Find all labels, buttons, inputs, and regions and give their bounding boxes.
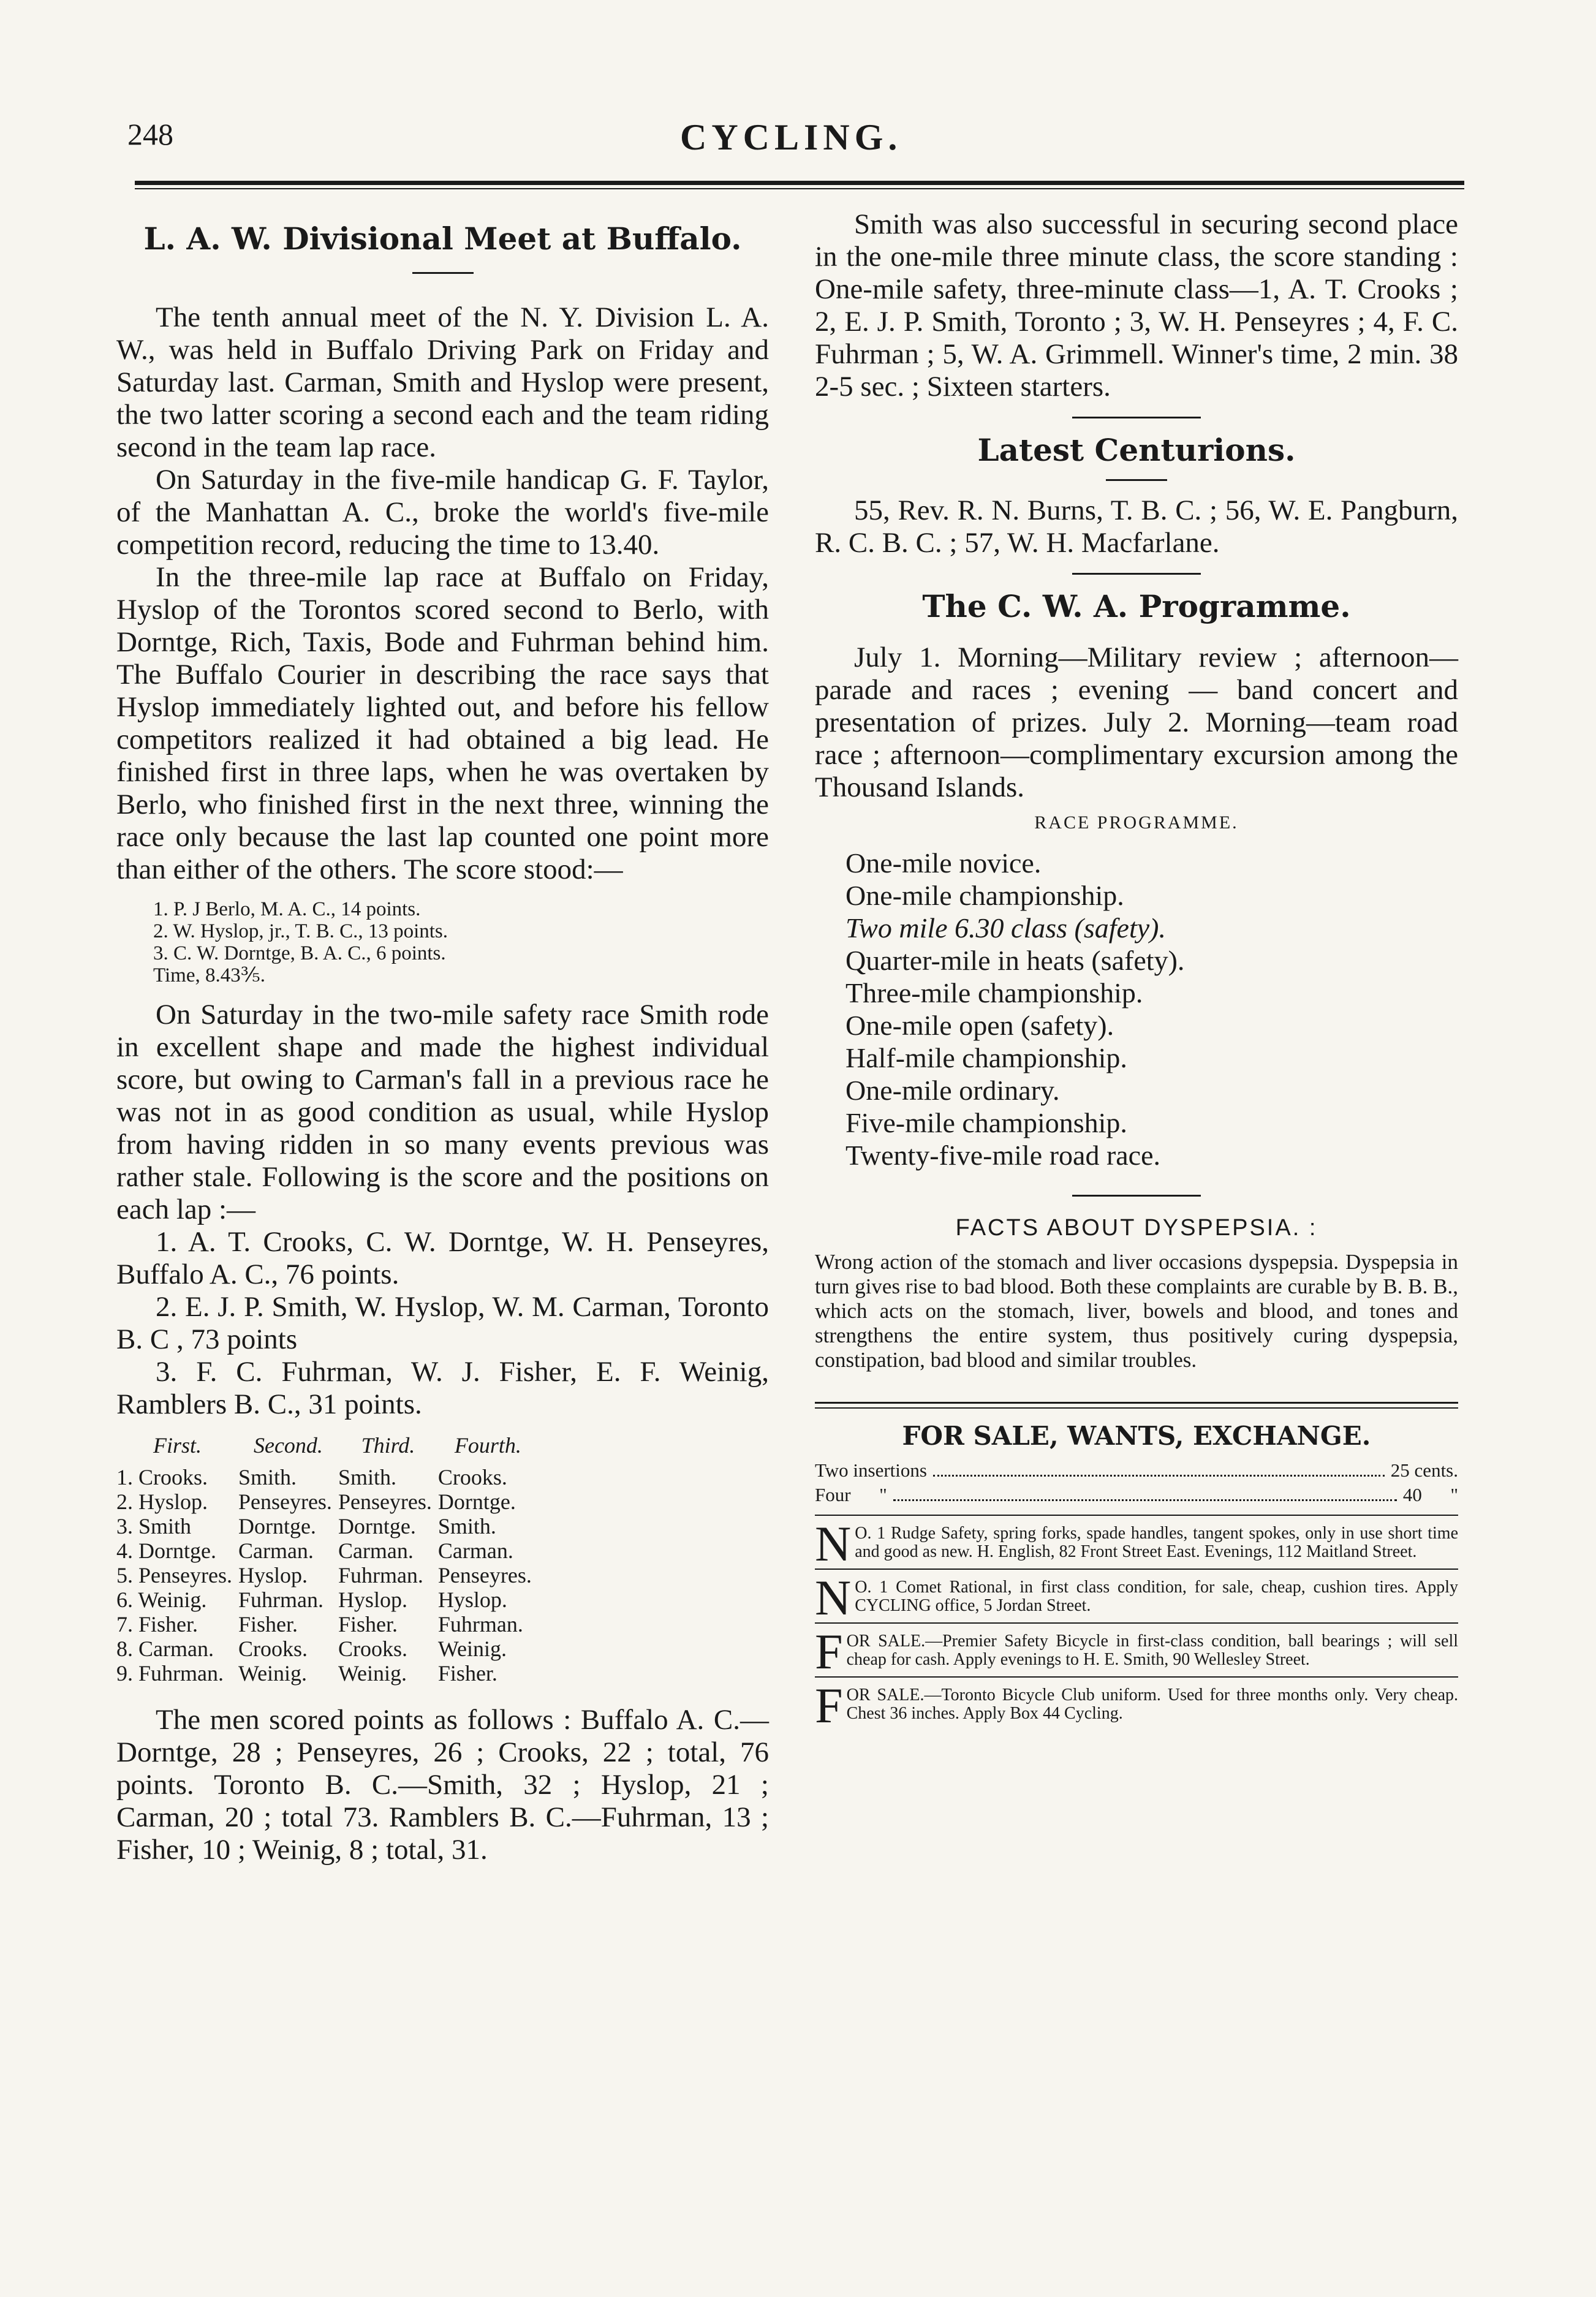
table-cell: Smith. (437, 1514, 496, 1538)
table-cell: Penseyres. (437, 1563, 532, 1587)
table-cell: Carman. (338, 1538, 414, 1563)
table-cell: Crooks. (437, 1465, 507, 1489)
classified-ad (815, 1515, 1458, 1572)
rate-label: Two insertions (815, 1459, 927, 1481)
classified-rule (815, 1402, 1458, 1404)
column-header: Third. (361, 1433, 415, 1458)
result-line: 2. W. Hyslop, jr., T. B. C., 13 points. (153, 920, 448, 942)
race-item: Two mile 6.30 class (safety). (845, 912, 1166, 944)
table-cell: 2. Hyslop. (116, 1489, 208, 1514)
facts-body: Wrong action of the stomach and liver occasions dyspepsia. Dyspepsia in turn gives rise to bad blood. Both these complaints are curable by B. B. B., which acts on the stomach, liver, bowels and blood, and tones and strengthens the entire system, thus positively curing dyspepsia, constipation, bad blood and similar troubles. (815, 1250, 1458, 1372)
paragraph: July 1. Morning—Military review ; afternoon—parade and races ; evening — band concert and presentation of prizes. July 2. Morning—team road race ; afternoon—complimentary excursion among the Thousand Islands. (815, 641, 1458, 803)
masthead-title: CYCLING. (680, 117, 902, 157)
ad-text: OR SALE.—Premier Safety Bicycle in first-class condition, ball bearings ; will sell cheap for cash. Apply evenings to H. E. Smith, 90 Wellesley Street. (846, 1632, 1458, 1669)
leader-dots (893, 1483, 1397, 1501)
three-mile-results (153, 898, 769, 986)
table-header-row (116, 1433, 538, 1465)
paragraph: The men scored points as follows : Buffalo A. C.—Dorntge, 28 ; Penseyres, 26 ; Crooks, 22 ; total, 76 points. Toronto B. C.—Smith, 32 ; Hyslop, 21 ; Carman, 20 ; total 73. Ramblers B. C.—Fuhrman, 13 ; Fisher, 10 ; Weinig, 8 ; total, 31. (116, 1704, 769, 1866)
table-row (116, 1661, 538, 1686)
section-title-programme: The C. W. A. Programme. (922, 588, 1351, 624)
table-cell: Crooks. (238, 1637, 308, 1661)
rate-price: 25 cents. (1390, 1459, 1458, 1481)
race-programme-heading: RACE PROGRAMME. (1034, 812, 1239, 833)
table-cell: Fisher. (338, 1612, 398, 1637)
table-cell: Hyslop. (437, 1587, 507, 1612)
table-row (116, 1563, 538, 1587)
table-cell: Carman. (238, 1538, 314, 1563)
table-cell: Penseyres. (338, 1489, 432, 1514)
right-column (815, 208, 1458, 1733)
section-rule (1072, 1195, 1201, 1197)
classified-ad (815, 1676, 1458, 1733)
classified-ads (815, 1515, 1458, 1733)
team-score: 2. E. J. P. Smith, W. Hyslop, W. M. Carman, Toronto B. C , 73 points (116, 1291, 769, 1355)
race-item: One-mile open (safety). (845, 1010, 1114, 1041)
ad-text: O. 1 Rudge Safety, spring forks, spade handles, tangent spokes, only in use short time and good as new. H. English, 82 Front Street East. Evenings, 112 Maitland Street. (855, 1524, 1458, 1561)
table-cell: Fuhrman. (437, 1612, 523, 1637)
table-row (116, 1489, 538, 1514)
team-score: 1. A. T. Crooks, C. W. Dorntge, W. H. Penseyres, Buffalo A. C., 76 points. (116, 1226, 769, 1290)
classified-ad (815, 1622, 1458, 1679)
table-cell: Hyslop. (238, 1563, 308, 1587)
rate-row (815, 1458, 1458, 1483)
table-cell: Smith. (238, 1465, 297, 1489)
table-cell: Dorntge. (338, 1514, 416, 1538)
table-cell: 4. Dorntge. (116, 1538, 216, 1563)
race-item: One-mile novice. (845, 847, 1042, 879)
classified-rule (815, 1407, 1458, 1409)
paragraph: Smith was also successful in securing second place in the one-mile three minute class, the score standing : One-mile safety, three-minute class—1, A. T. Crooks ; 2, E. J. P. Smith, Toronto ; 3, W. H. Penseyres ; 4, F. C. Fuhrman ; 5, W. A. Grimmell. Winner's time, 2 min. 38 2-5 sec. ; Sixteen starters. (815, 208, 1458, 403)
race-programme-list (845, 847, 1458, 1171)
table-cell: 9. Fuhrman. (116, 1661, 224, 1686)
table-cell: Fuhrman. (238, 1587, 323, 1612)
rate-label: Four " (815, 1484, 887, 1505)
title-rule (412, 272, 474, 274)
table-cell: Dorntge. (437, 1489, 516, 1514)
classified-ad (815, 1569, 1458, 1625)
table-cell: Carman. (437, 1538, 513, 1563)
lap-positions-table (116, 1433, 538, 1686)
result-line: 3. C. W. Dorntge, B. A. C., 6 points. (153, 942, 446, 964)
table-cell: Weinig. (437, 1637, 507, 1661)
race-item: Quarter-mile in heats (safety). (845, 945, 1185, 976)
table-cell: Weinig. (238, 1661, 308, 1686)
drop-cap: N (815, 1516, 852, 1572)
result-line: 1. P. J Berlo, M. A. C., 14 points. (153, 898, 421, 920)
leader-dots (933, 1458, 1385, 1477)
drop-cap: F (815, 1678, 843, 1733)
page-number: 248 (127, 117, 173, 151)
ad-text: O. 1 Comet Rational, in first class condition, for sale, cheap, cushion tires. Apply CYCLING office, 5 Jordan Street. (855, 1578, 1458, 1615)
race-item: Twenty-five-mile road race. (845, 1140, 1161, 1171)
table-cell: 3. Smith (116, 1514, 192, 1538)
left-column (116, 208, 769, 1866)
table-cell: Dorntge. (238, 1514, 316, 1538)
paragraph: The tenth annual meet of the N. Y. Division L. A. W., was held in Buffalo Driving Park on Friday and Saturday last. Carman, Smith and Hyslop were present, the two latter scoring a second each and the team riding second in the team lap race. (116, 301, 769, 463)
table-cell: Crooks. (338, 1637, 407, 1661)
table-row (116, 1514, 538, 1538)
table-cell: Penseyres. (238, 1489, 332, 1514)
paragraph: On Saturday in the five-mile handicap G. F. Taylor, of the Manhattan A. C., broke the world's five-mile competition record, reducing the time to 13.40. (116, 464, 769, 561)
classifieds-title: FOR SALE, WANTS, EXCHANGE. (902, 1421, 1371, 1451)
section-rule (1072, 573, 1201, 575)
column-header: Second. (253, 1433, 323, 1458)
table-cell: 5. Penseyres. (116, 1563, 232, 1587)
table-cell: Weinig. (338, 1661, 407, 1686)
table-row (116, 1612, 538, 1637)
table-row (116, 1465, 538, 1489)
header-rule-thin (135, 188, 1464, 189)
facts-title: FACTS ABOUT DYSPEPSIA. : (955, 1215, 1318, 1241)
table-row (116, 1637, 538, 1661)
table-cell: Hyslop. (338, 1587, 407, 1612)
table-cell: Fisher. (437, 1661, 497, 1686)
table-cell: 7. Fisher. (116, 1612, 199, 1637)
table-cell: Fisher. (238, 1612, 298, 1637)
ad-text: OR SALE.—Toronto Bicycle Club uniform. Used for three months only. Very cheap. Chest 36 inches. Apply Box 44 Cycling. (846, 1686, 1458, 1723)
table-cell: 1. Crooks. (116, 1465, 208, 1489)
table-cell: Fuhrman. (338, 1563, 423, 1587)
table-cell: 6. Weinig. (116, 1587, 207, 1612)
race-item: One-mile championship. (845, 880, 1124, 911)
column-header: Fourth. (454, 1433, 521, 1458)
table-cell: 8. Carman. (116, 1637, 214, 1661)
table-cell: Smith. (338, 1465, 396, 1489)
paragraph: On Saturday in the two-mile safety race Smith rode in excellent shape and made the highest individual score, but owing to Carman's fall in a previous race he was not in as good condition as usual, while Hyslop from having ridden in so many events previous was rather stale. Following is the score and the positions on each lap :— (116, 999, 769, 1225)
drop-cap: N (815, 1570, 852, 1625)
race-item: Five-mile championship. (845, 1107, 1127, 1138)
race-item: Three-mile championship. (845, 977, 1143, 1008)
article-title-law-meet: L. A. W. Divisional Meet at Buffalo. (143, 221, 742, 257)
team-score: 3. F. C. Fuhrman, W. J. Fisher, E. F. Weinig, Ramblers B. C., 31 points. (116, 1356, 769, 1420)
section-rule (1072, 417, 1201, 418)
race-item: Half-mile championship. (845, 1042, 1127, 1073)
rate-row (815, 1483, 1458, 1507)
section-title-centurions: Latest Centurions. (977, 432, 1296, 468)
column-header: First. (153, 1433, 202, 1458)
result-time: Time, 8.43⅗. (153, 964, 265, 986)
rate-price: 40 " (1402, 1484, 1458, 1505)
table-row (116, 1538, 538, 1563)
drop-cap: F (815, 1624, 843, 1679)
paragraph: In the three-mile lap race at Buffalo on Friday, Hyslop of the Torontos scored second to Berlo, with Dorntge, Rich, Taxis, Bode and Fuhrman behind him. The Buffalo Courier in describing the race says that Hyslop immediately lighted out, and before his fellow competitors realized it had obtained a big lead. He finished first in three laps, when he was overtaken by Berlo, who finished first in the next three, winning the race only because the last lap counted one point more than either of the others. The score stood:— (116, 561, 769, 885)
header-rule (135, 181, 1464, 185)
paragraph: 55, Rev. R. N. Burns, T. B. C. ; 56, W. E. Pangburn, R. C. B. C. ; 57, W. H. Macfarlane. (815, 494, 1458, 559)
title-rule (1106, 479, 1167, 481)
table-row (116, 1587, 538, 1612)
race-item: One-mile ordinary. (845, 1075, 1060, 1106)
